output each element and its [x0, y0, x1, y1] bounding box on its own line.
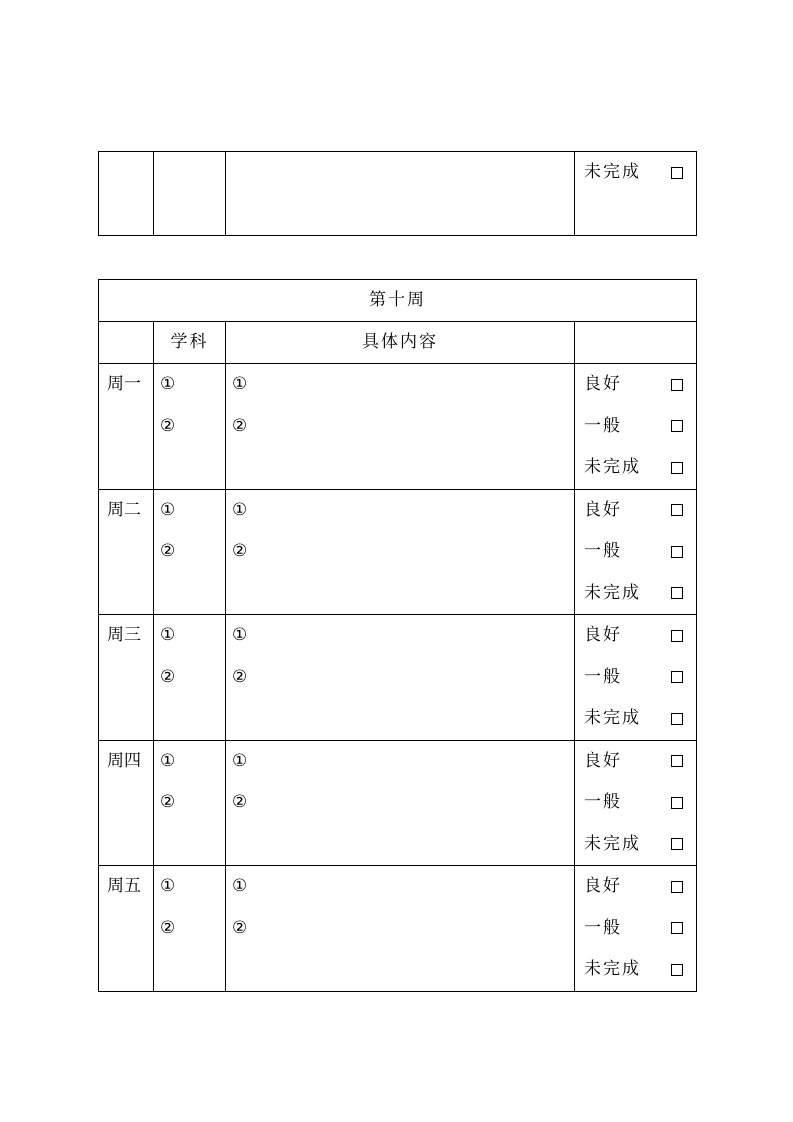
checkbox-icon[interactable] [671, 713, 683, 725]
header-subject: 学科 [154, 322, 226, 364]
rating-label: 良好 [584, 876, 622, 896]
rating-cell [575, 364, 697, 490]
checkbox-icon[interactable] [671, 671, 683, 683]
header-content: 具体内容 [226, 322, 575, 364]
subject-entry[interactable]: ① [160, 876, 176, 896]
content-entry[interactable]: ② [232, 541, 248, 561]
rating-option[interactable] [575, 824, 696, 866]
rating-cell [575, 866, 697, 992]
subject-entry[interactable]: ② [160, 917, 176, 938]
rating-label: 一般 [584, 541, 622, 561]
content-entry[interactable]: ① [232, 625, 248, 645]
checkbox-icon[interactable] [671, 755, 683, 767]
tail-status-cell [575, 152, 697, 236]
day-label: 周三 [107, 625, 141, 645]
subject-entry[interactable]: ① [160, 750, 176, 771]
rating-label: 未完成 [584, 582, 641, 603]
checkbox-icon[interactable] [671, 546, 683, 558]
day-row [99, 740, 697, 866]
subject-cell [154, 364, 226, 490]
tail-content-cell [226, 152, 575, 236]
week-ten-table [98, 279, 697, 992]
rating-option[interactable] [575, 406, 696, 448]
checkbox-icon[interactable] [671, 881, 683, 893]
rating-option[interactable] [575, 698, 696, 740]
rating-option[interactable] [575, 908, 696, 950]
rating-label: 未完成 [584, 833, 641, 854]
content-entry[interactable]: ② [232, 415, 248, 436]
previous-week-table-tail [98, 151, 697, 236]
rating-label: 未完成 [584, 708, 641, 728]
day-row [99, 615, 697, 741]
rating-label: 良好 [584, 374, 622, 394]
tail-day-cell [99, 152, 154, 236]
checkbox-icon[interactable] [671, 922, 683, 934]
day-label: 周五 [107, 876, 141, 896]
rating-option[interactable] [575, 531, 696, 573]
subject-entry[interactable]: ② [160, 792, 176, 812]
checkbox-icon[interactable] [671, 420, 683, 432]
day-label: 周一 [107, 374, 141, 394]
content-entry[interactable]: ② [232, 792, 248, 812]
content-entry[interactable]: ① [232, 876, 248, 896]
header-rating-cell [575, 322, 697, 364]
checkbox-icon[interactable] [671, 167, 683, 179]
rating-option[interactable] [575, 490, 696, 532]
rating-option[interactable] [575, 152, 696, 194]
content-cell [226, 489, 575, 615]
rating-label: 未完成 [584, 457, 641, 477]
content-entry[interactable]: ① [232, 374, 248, 394]
rating-label: 未完成 [584, 162, 641, 182]
rating-label: 良好 [584, 499, 622, 520]
rating-option[interactable] [575, 866, 696, 908]
rating-option[interactable] [575, 364, 696, 406]
checkbox-icon[interactable] [671, 797, 683, 809]
rating-option[interactable] [575, 573, 696, 615]
rating-label: 良好 [584, 625, 622, 645]
subject-entry[interactable]: ② [160, 541, 176, 561]
content-entry[interactable]: ① [232, 499, 248, 520]
day-label: 周二 [107, 499, 141, 520]
day-label-cell [99, 866, 154, 992]
rating-option[interactable] [575, 782, 696, 824]
week-title: 第十周 [99, 280, 697, 322]
checkbox-icon[interactable] [671, 462, 683, 474]
content-cell [226, 615, 575, 741]
content-cell [226, 740, 575, 866]
checkbox-icon[interactable] [671, 504, 683, 516]
subject-entry[interactable]: ② [160, 666, 176, 687]
tail-subject-cell [154, 152, 226, 236]
rating-label: 一般 [584, 666, 622, 687]
checkbox-icon[interactable] [671, 838, 683, 850]
day-row [99, 866, 697, 992]
rating-cell [575, 740, 697, 866]
rating-label: 一般 [584, 917, 622, 938]
content-entry[interactable]: ② [232, 917, 248, 938]
checkbox-icon[interactable] [671, 587, 683, 599]
rating-cell [575, 615, 697, 741]
rating-label: 一般 [584, 415, 622, 436]
rating-option[interactable] [575, 447, 696, 489]
day-label-cell [99, 364, 154, 490]
rating-option[interactable] [575, 949, 696, 991]
rating-label: 未完成 [584, 959, 641, 979]
subject-entry[interactable]: ① [160, 499, 176, 520]
subject-entry[interactable]: ② [160, 415, 176, 436]
rating-label: 一般 [584, 792, 622, 812]
day-label-cell [99, 740, 154, 866]
rating-option[interactable] [575, 741, 696, 783]
day-label-cell [99, 489, 154, 615]
checkbox-icon[interactable] [671, 964, 683, 976]
rating-label: 良好 [584, 750, 622, 771]
content-cell [226, 866, 575, 992]
subject-entry[interactable]: ① [160, 374, 176, 394]
subject-cell [154, 615, 226, 741]
rating-option[interactable] [575, 657, 696, 699]
day-row [99, 364, 697, 490]
day-label-cell [99, 615, 154, 741]
rating-cell [575, 489, 697, 615]
checkbox-icon[interactable] [671, 379, 683, 391]
day-label: 周四 [107, 750, 141, 771]
content-entry[interactable]: ① [232, 750, 248, 771]
rating-option[interactable] [575, 615, 696, 657]
content-entry[interactable]: ② [232, 666, 248, 687]
day-row [99, 489, 697, 615]
checkbox-icon[interactable] [671, 630, 683, 642]
subject-entry[interactable]: ① [160, 625, 176, 645]
subject-cell [154, 866, 226, 992]
subject-cell [154, 740, 226, 866]
subject-cell [154, 489, 226, 615]
content-cell [226, 364, 575, 490]
header-day-cell [99, 322, 154, 364]
